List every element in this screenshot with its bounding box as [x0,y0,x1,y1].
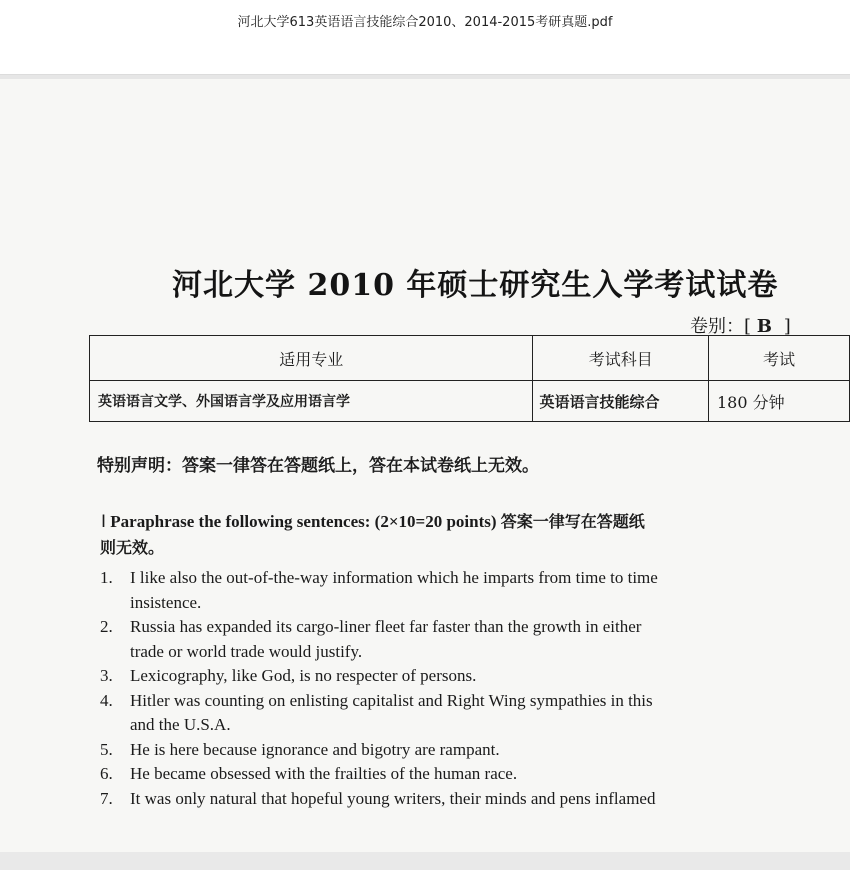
list-item [100,689,658,714]
cell-time: 180 分钟 [708,381,849,422]
table-row [90,381,850,422]
cell-major: 英语语言文学、外国语言学及应用语言学 [90,381,533,422]
list-item-continued: trade or world trade would justify. [130,641,363,661]
list-item [100,615,658,640]
item-text: Russia has expanded its cargo-liner fleet far faster than the growth in either [130,617,642,636]
header-subject: 考试科目 [533,336,709,381]
list-item-continued: insistence. [130,592,202,612]
volume-label-text: 卷别：[ [690,316,752,337]
pdf-page [0,79,850,852]
section-numeral: Ⅰ [101,512,107,531]
section-title: Paraphrase the following sentences: (2×10=20 points) [110,512,497,531]
table-header-row [90,336,850,381]
exam-info-table [89,335,850,422]
list-item-continued: and the U.S.A. [130,715,231,734]
list-item [100,664,658,689]
item-number: 7. [100,788,113,808]
item-text: It was only natural that hopeful young writers, their minds and pens inflamed [130,788,656,808]
volume-close: ] [783,316,791,337]
item-number: 2. [100,617,113,636]
item-number: 6. [100,764,113,783]
header-major: 适用专业 [90,336,533,381]
cell-subject: 英语语言技能综合 [533,381,709,422]
item-number: 3. [100,666,113,685]
list-item [100,566,658,591]
item-text: He became obsessed with the frailties of the human race. [130,764,518,783]
header-time: 考试 [708,336,849,381]
item-number: 4. [100,690,113,710]
list-item [100,738,658,763]
item-text: Hitler was counting on enlisting capitalist and Right Wing sympathies in this [130,690,653,710]
sentence-list [100,566,658,811]
file-title: 河北大学613英语语言技能综合2010、2014-2015考研真题.pdf [237,15,613,30]
section-instruction: 答案一律写在答题纸 [500,512,645,531]
item-text: Lexicography, like God, is no respecter of persons. [130,666,477,685]
item-text: I like also the out-of-the-way information which he imparts from time to time [130,568,658,587]
section-instruction-cont: 则无效。 [100,538,165,557]
item-text: He is here because ignorance and bigotry are rampant. [130,739,500,759]
section-heading [101,509,850,532]
volume-value: B [756,316,772,337]
viewer-header [0,0,850,75]
list-item [100,787,658,812]
item-number: 5. [100,739,113,759]
special-notice: 特别声明：答案一律答在答题纸上，答在本试卷纸上无效。 [97,456,539,476]
exam-title: 河北大学 2010 年硕士研究生入学考试试卷 [172,268,779,303]
list-item [100,762,658,787]
item-number: 1. [100,568,113,587]
viewer-footer [0,852,850,870]
